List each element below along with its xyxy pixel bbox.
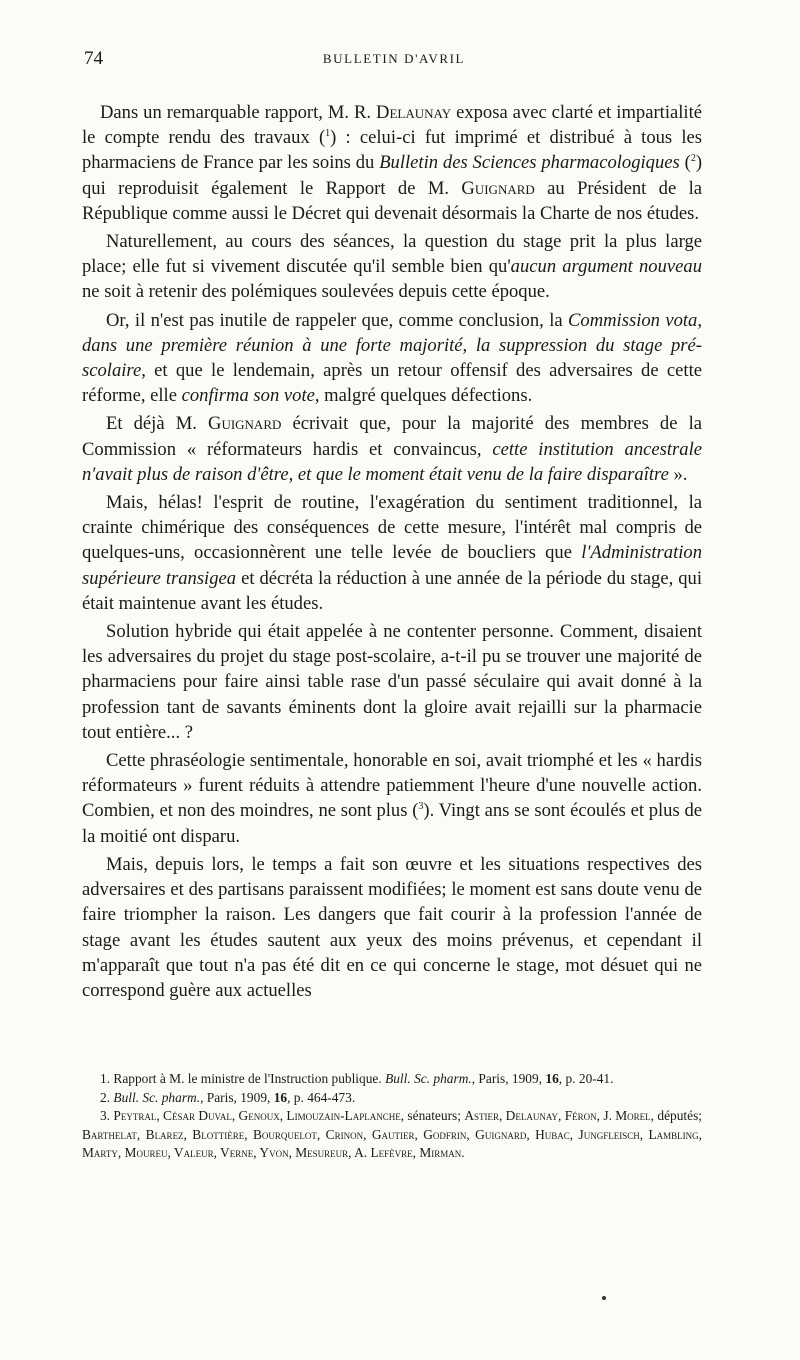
running-title: BULLETIN D'AVRIL <box>322 51 466 66</box>
paragraph-5 <box>82 490 702 616</box>
body-text <box>82 100 702 1006</box>
paragraph-8: Mais, depuis lors, le temps a fait son œuvre et les situations respectives des adversaires et des partisans paraissent modifiées; le moment est sans doute venu de faire triompher la raison. Les dangers que fait courir à la profession l'année de stage avant les études sautent aux yeux des moins prévenus, et cependant il m'apparaît que tout n'a pas été dit en ce qui concerne le stage, mot désuet qui ne correspond guère aux actuelles <box>82 853 702 1001</box>
text-run: 3. <box>100 1108 114 1123</box>
italic-run: Bulletin des Sciences pharmacologiques <box>379 152 680 174</box>
text-run: , Paris, 1909, <box>471 1071 546 1086</box>
text-run: 1. Rapport à M. le ministre de l'Instruction publique. <box>100 1071 386 1086</box>
text-run: Or, il n'est pas inutile de rappeler que, comme conclusion, la <box>106 309 568 331</box>
text-run: , Paris, 1909, <box>200 1089 274 1105</box>
paragraph-1 <box>82 100 702 226</box>
author-list: Astier, Delaunay, Féron, J. Morel, <box>464 1108 655 1123</box>
text-run: sénateurs; <box>404 1108 465 1123</box>
author-list: Peytral, César Duval, Genoux, Limouzain-Laplanche, <box>113 1108 405 1123</box>
italic-run: Bull. Sc. pharm. <box>113 1089 201 1105</box>
volume-number: 16 <box>545 1071 559 1086</box>
text-run: Naturellement, au cours des séances, la question du stage prit la plus large place; elle fut si vivement discutée qu'il semble bien qu' <box>82 231 702 278</box>
text-run: exposa avec clarté et impartialité le compte rendu des travaux ( <box>82 102 702 149</box>
italic-run: l'Administration supérieure transigea <box>82 542 702 589</box>
text-run: Cette phraséologie sentimentale, honorable en soi, avait triomphé et les « hardis réformateurs » furent réduits à attendre patiemment l'heure d'une nouvelle action. Combien, et non des moindres, ne sont plus ( <box>82 750 702 822</box>
footnote-ref: 3 <box>418 801 424 813</box>
footnote-2 <box>82 1089 702 1108</box>
text-run: , p. 464-473. <box>287 1089 356 1105</box>
footnote-ref: 2 <box>690 153 696 165</box>
text-run: ) : celui-ci fut imprimé et distribué à tous les pharmaciens de France par les soins du <box>82 127 702 174</box>
text-run: au Président de la République comme aussi le Décret qui devenait désormais la Charte de nos études. <box>82 177 703 224</box>
italic-run: Bull. Sc. pharm. <box>385 1071 472 1086</box>
author-name: Delaunay <box>376 102 452 123</box>
text-run: , p. 20-41. <box>558 1071 614 1086</box>
text-run: et décréta la réduction à une année de la période du stage, qui était maintenue avant les études. <box>82 567 703 614</box>
footnote-3 <box>82 1107 702 1163</box>
text-run: Dans un remarquable rapport, M. R. <box>100 102 377 123</box>
italic-run: aucun argument nouveau <box>510 256 702 278</box>
paragraph-2 <box>82 229 702 305</box>
text-run: , et que le lendemain, après un retour offensif des adversaires de cette réforme, elle <box>82 360 702 407</box>
text-run: ne soit à retenir des polémiques soulevées depuis cette époque. <box>82 281 550 303</box>
author-name: Guignard <box>461 177 535 199</box>
ink-speck <box>602 1296 606 1300</box>
page-number: 74 <box>84 48 103 69</box>
paragraph-7 <box>82 748 702 849</box>
italic-run: cette institution ancestrale n'avait plus de raison d'être, et que le moment était venu de la faire disparaître <box>82 438 702 485</box>
paragraph-4 <box>82 411 702 487</box>
footnote-ref: 1 <box>325 128 331 140</box>
italic-run: Commission vota, dans une première réunion à une forte majorité, la suppression du stage pré-scolaire <box>82 309 702 382</box>
text-run: , malgré quelques défections. <box>314 385 533 407</box>
text-run: députés; <box>654 1108 703 1123</box>
volume-number: 16 <box>273 1089 288 1105</box>
text-run: ( <box>679 152 691 174</box>
page-header <box>84 48 704 76</box>
footnote-1 <box>82 1070 702 1089</box>
author-name: Guignard <box>208 413 282 435</box>
paragraph-3 <box>82 308 702 409</box>
footnotes <box>82 1070 702 1163</box>
text-run: Et déjà M. <box>106 413 209 435</box>
text-run: 2. <box>100 1089 114 1105</box>
text-run: ). Vingt ans se sont écoulés et plus de la moitié ont disparu. <box>82 800 703 847</box>
text-run: ) qui reproduisit également le Rapport de M. <box>82 152 703 199</box>
paragraph-6: Solution hybride qui était appelée à ne contenter personne. Comment, disaient les adversaires du projet du stage post-scolaire, a-t-il pu se trouver une majorité de pharmaciens pour faire ainsi table rase d'un passé séculaire qui avait donné à la profession tant de savants éminents dont la gloire avait rejailli sur la pharmacie tout entière... ? <box>82 621 702 743</box>
text-run: écrivait que, pour la majorité des membres de la Commission « réformateurs hardis et convaincus, <box>82 413 702 460</box>
text-run: ». <box>668 463 688 485</box>
author-list: Barthelat, Blarez, Blottière, Bourquelot, Crinon, Gautier, Godfrin, Guignard, Hubac, Jungfleisch, Lambling, Marty, Moureu, Valeur, Verne, Yvon, Mesureur, A. Lefèvre, Mirman. <box>82 1126 702 1160</box>
text-run: Mais, hélas! l'esprit de routine, l'exagération du sentiment traditionnel, la crainte chimérique des conséquences de cette mesure, l'intérêt mal compris de quelques-uns, occasionnèrent une telle levée de boucliers que <box>82 492 702 564</box>
italic-run: confirma son vote <box>181 385 315 407</box>
